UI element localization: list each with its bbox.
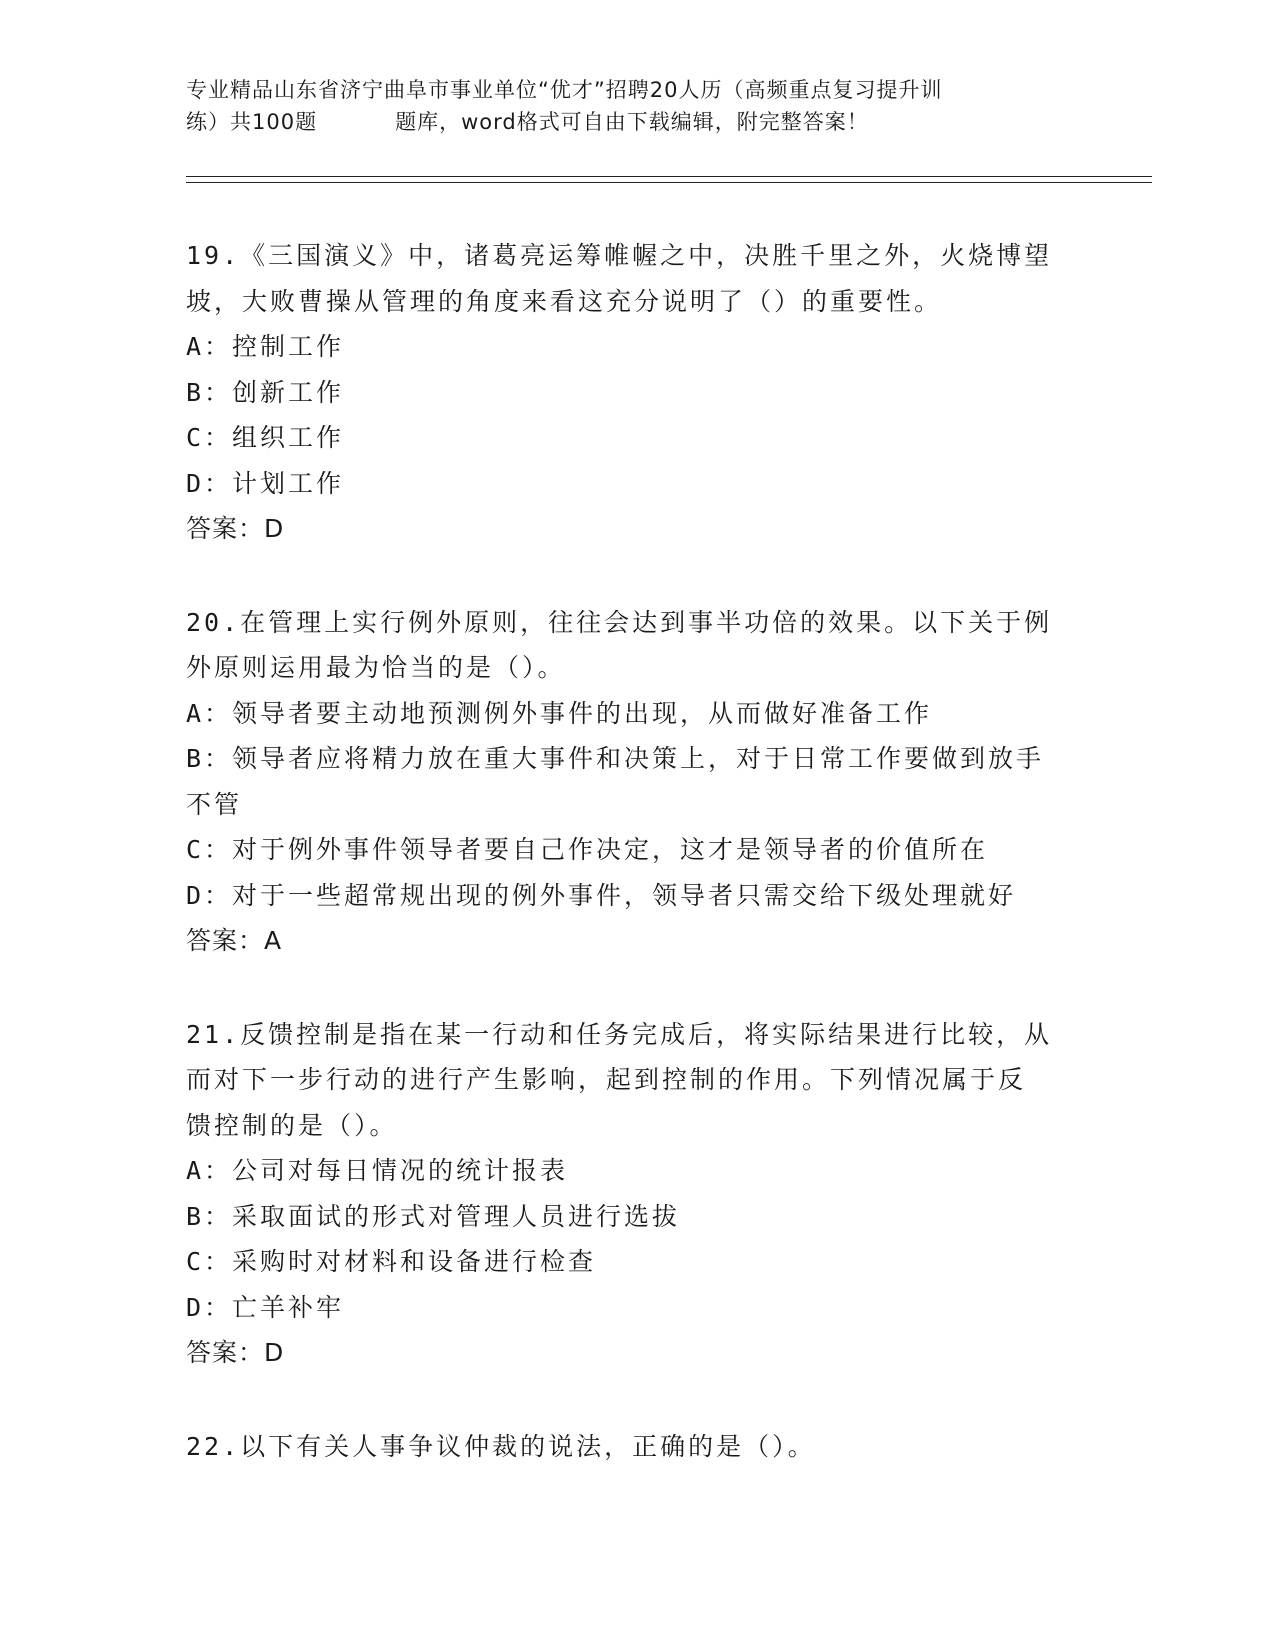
option-a: A：公司对每日情况的统计报表 <box>186 1156 569 1185</box>
answer-line: 答案：A <box>186 926 283 955</box>
option-b-continued: 不管 <box>186 789 243 819</box>
question-stem-line: 22.以下有关人事争议仲裁的说法，正确的是（）。 <box>186 1431 816 1461</box>
answer-line: 答案：D <box>186 514 285 543</box>
question-list <box>186 233 1086 1469</box>
header-rule-top <box>186 176 1152 177</box>
question-stem-line: 坡，大败曹操从管理的角度来看这充分说明了（）的重要性。 <box>186 286 943 316</box>
header-line-2 <box>186 106 1086 138</box>
question-21 <box>186 1012 1086 1376</box>
header-rule-bottom <box>186 182 1152 183</box>
option-a: A：领导者要主动地预测例外事件的出现，从而做好准备工作 <box>186 698 933 728</box>
question-22 <box>186 1424 1086 1470</box>
question-stem-line: 而对下一步行动的进行产生影响，起到控制的作用。下列情况属于反 <box>186 1065 1027 1094</box>
option-a: A：控制工作 <box>186 332 345 361</box>
option-c: C：采购时对材料和设备进行检查 <box>186 1247 597 1276</box>
question-stem-line: 19.《三国演义》中，诸葛亮运筹帷幄之中，决胜千里之外，火烧博望 <box>186 241 1053 270</box>
answer-line: 答案：D <box>186 1338 285 1367</box>
option-d: D：亡羊补牢 <box>186 1292 345 1322</box>
header-line-2-part-1: 练）共100题 <box>186 110 318 134</box>
option-d: D：对于一些超常规出现的例外事件，领导者只需交给下级处理就好 <box>186 880 1017 910</box>
document-header <box>186 74 1086 138</box>
question-stem-line: 外原则运用最为恰当的是（）。 <box>186 653 566 682</box>
question-19 <box>186 233 1086 552</box>
header-line-2-part-2: 题库，word格式可自由下载编辑，附完整答案！ <box>395 110 869 134</box>
header-line-1: 专业精品山东省济宁曲阜市事业单位“优才”招聘20人历（高频重点复习提升训 <box>186 78 943 102</box>
question-stem-line: 20.在管理上实行例外原则，往往会达到事半功倍的效果。以下关于例 <box>186 607 1053 637</box>
question-20 <box>186 600 1086 964</box>
option-c: C：组织工作 <box>186 423 345 452</box>
option-c: C：对于例外事件领导者要自己作决定，这才是领导者的价值所在 <box>186 835 989 864</box>
option-d: D：计划工作 <box>186 468 345 498</box>
question-stem-line: 21.反馈控制是指在某一行动和任务完成后，将实际结果进行比较，从 <box>186 1019 1053 1049</box>
option-b: B：领导者应将精力放在重大事件和决策上，对于日常工作要做到放手 <box>186 744 1045 773</box>
option-b: B：采取面试的形式对管理人员进行选拔 <box>186 1201 681 1231</box>
option-b: B：创新工作 <box>186 377 345 407</box>
question-stem-line: 馈控制的是（）。 <box>186 1110 398 1140</box>
